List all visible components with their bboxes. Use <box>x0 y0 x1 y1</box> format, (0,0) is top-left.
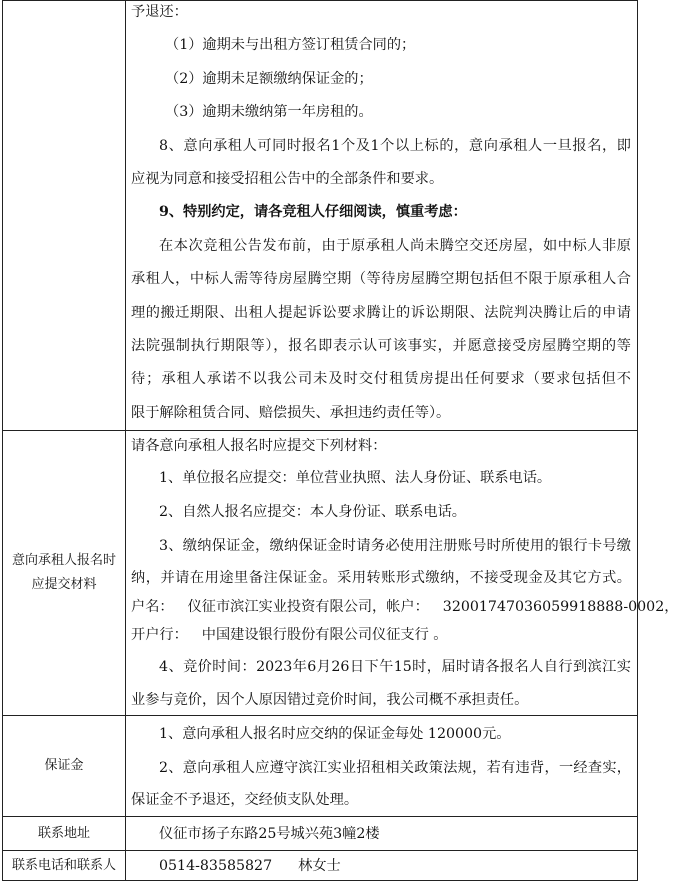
account-name-label: 户名： <box>131 599 174 616</box>
contact-person: 林女士 <box>298 857 341 874</box>
materials-label-line1: 意向承租人报名时 <box>11 553 116 569</box>
materials-line: 纳，并请在用途里备注保证金。采用转账形式缴纳，不接受现金及其它方式。 <box>131 570 631 587</box>
conditions-line: （2）逾期未足额缴纳保证金的； <box>165 70 373 87</box>
account-number: 32001747036059918888-0002， <box>442 599 678 616</box>
deposit-line: 2、意向承租人应遵守滨江实业招租相关政策法规，若有违背，一经查实， <box>159 760 631 777</box>
conditions-line: 予退还： <box>131 4 188 20</box>
materials-label-cell <box>3 431 126 716</box>
materials-line: 2、自然人报名应提交：本人身份证、联系电话。 <box>159 504 466 521</box>
conditions-line: 应视为同意和接受招租公告中的全部条件和要求。 <box>131 171 444 188</box>
address-value: 仪征市扬子东路25号城兴苑3幢2楼 <box>159 825 380 842</box>
conditions-line: 待；承租人承诺不以我公司未及时交付租赁房提出任何要求（要求包括但不 <box>131 371 631 388</box>
conditions-line: 8、意向承租人可同时报名1个及1个以上标的，意向承租人一旦报名，即 <box>159 137 631 154</box>
conditions-line: 法院强制执行期限等），报名即表示认可该事实，并愿意接受房屋腾空期的等 <box>131 338 631 355</box>
materials-line: 请各意向承租人报名时应提交下列材料： <box>131 438 387 455</box>
conditions-content-cell <box>126 1 638 431</box>
materials-line: 3、缴纳保证金，缴纳保证金时请务必使用注册账号时所使用的银行卡号缴 <box>159 538 631 555</box>
conditions-line: 理的搬迁期限、出租人提起诉讼要求腾让的诉讼期限、法院判决腾让后的申请 <box>131 304 631 321</box>
materials-content-cell <box>126 431 678 716</box>
contact-label: 联系电话和联系人 <box>3 851 126 881</box>
bank-label: 开户行： <box>131 627 188 644</box>
conditions-line: 承租人，中标人需等待房屋腾空期（等待房屋腾空期包括但不限于原承租人合 <box>131 271 631 288</box>
contact-line <box>131 852 631 880</box>
auction-time-line: 4、竞价时间：2023年6月26日下午15时，届时请各报名人自行到滨江实 <box>159 659 631 676</box>
conditions-line: 限于解除租赁合同、赔偿损失、承担违约责任等）。 <box>131 404 451 421</box>
conditions-row <box>3 1 638 431</box>
deposit-line: 保证金不予退还，交经侦支队处理。 <box>131 792 359 809</box>
conditions-line: （1）逾期未与出租方签订租赁合同的； <box>165 37 416 54</box>
tender-notice-table <box>2 0 678 881</box>
special-agreement-heading: 9、特别约定，请各竞租人仔细阅读，慎重考虑： <box>159 204 467 221</box>
bank-name: 中国建设银行股份有限公司仪征支行 。 <box>201 627 448 644</box>
conditions-line: （3）逾期未缴纳第一年房租的。 <box>165 104 373 121</box>
conditions-label-cell <box>3 1 126 431</box>
bank-line <box>131 621 631 649</box>
deposit-content-cell <box>126 716 638 817</box>
account-no-label: 帐户： <box>386 599 429 616</box>
contact-content-cell <box>126 851 638 881</box>
address-content-cell <box>126 817 638 851</box>
conditions-line: 在本次竞租公告发布前，由于原承租人尚未腾空交还房屋，如中标人非原 <box>159 237 631 254</box>
contact-row <box>3 851 638 881</box>
account-name: 仪征市滨江实业投资有限公司， <box>187 599 387 616</box>
auction-time-line: 业参与竞价，因个人原因错过竞价时间，我公司概不承担责任。 <box>131 692 529 709</box>
materials-label-line2: 应提交材料 <box>31 577 97 593</box>
materials-line: 1、单位报名应提交：单位营业执照、法人身份证、联系电话。 <box>159 470 552 487</box>
deposit-row <box>3 716 638 817</box>
account-line <box>131 593 678 621</box>
contact-phone: 0514-83585827 <box>159 857 273 874</box>
address-row <box>3 817 638 851</box>
deposit-label: 保证金 <box>3 716 126 817</box>
materials-row <box>3 431 638 716</box>
address-label: 联系地址 <box>3 817 126 851</box>
deposit-line: 1、意向承租人报名时应交纳的保证金每处 120000元。 <box>159 726 511 743</box>
